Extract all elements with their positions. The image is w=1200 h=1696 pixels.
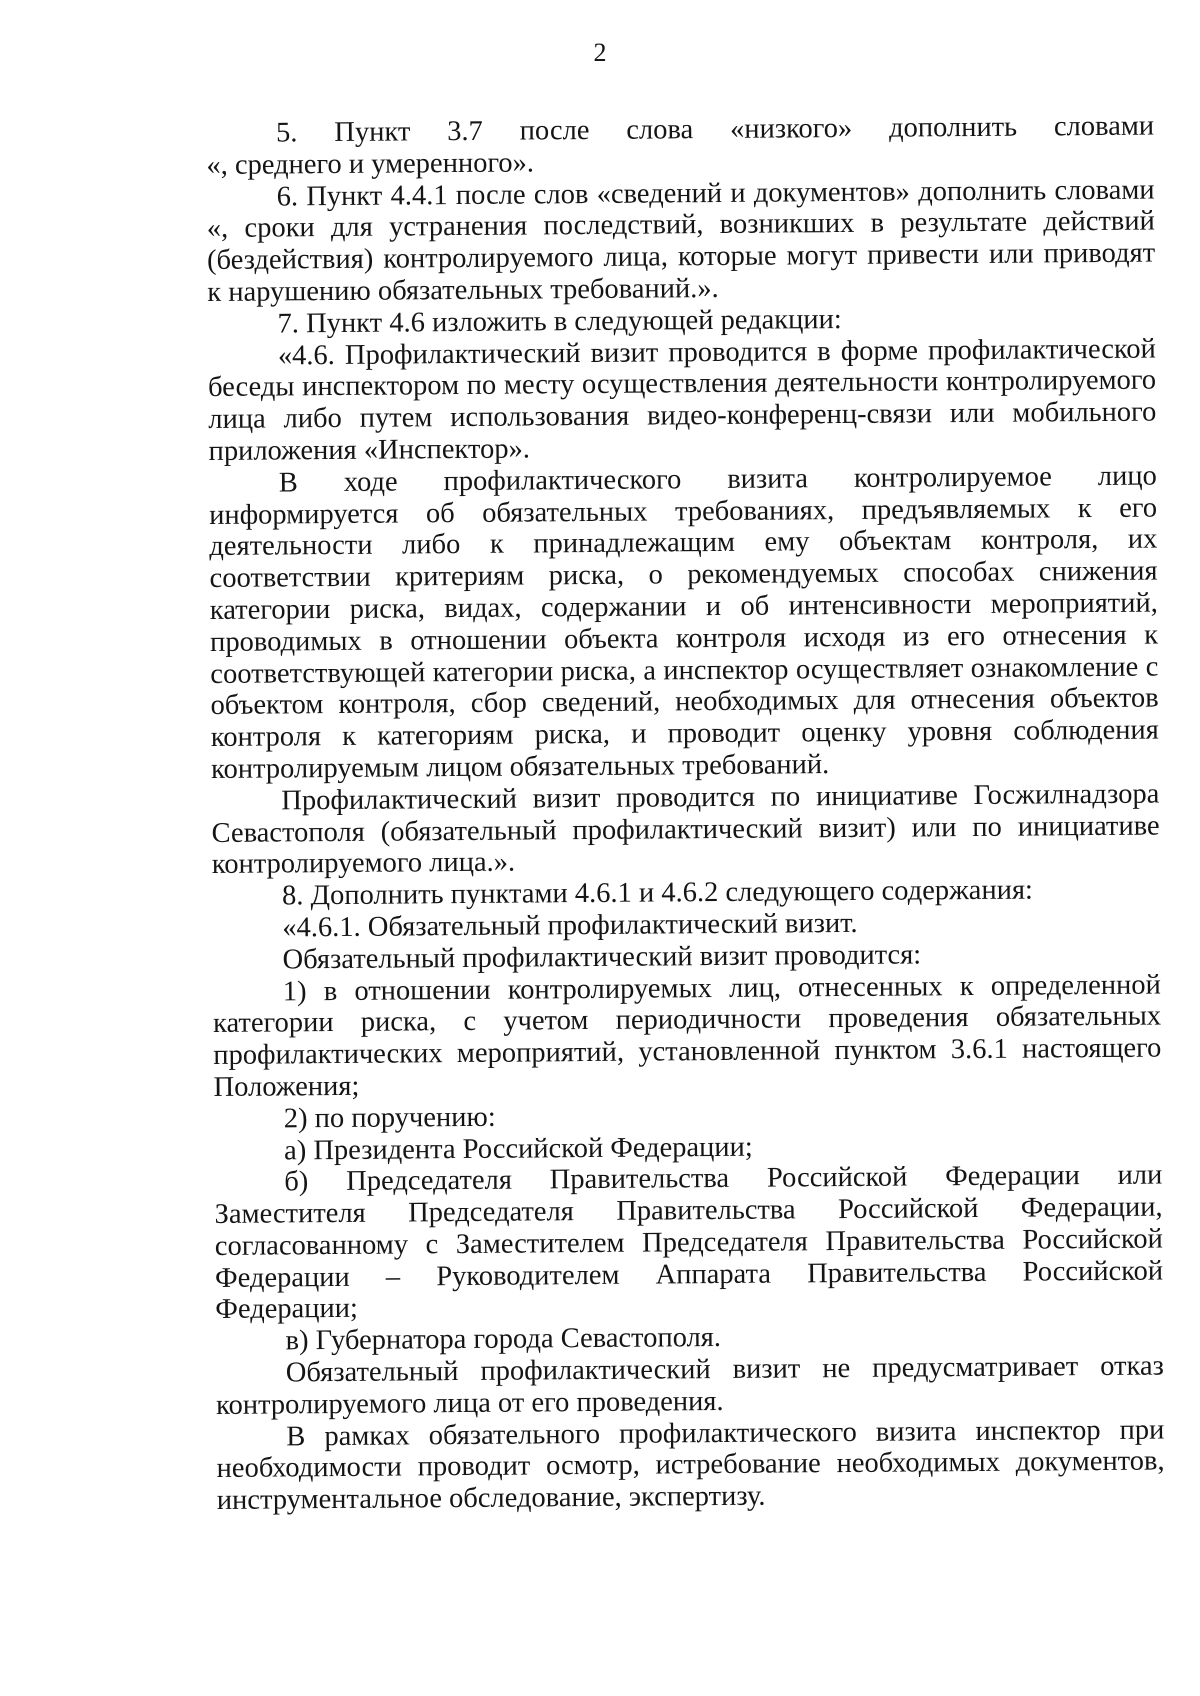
paragraph-inspector-actions: В рамках обязательного профилактического визита инспектор при необходимости проводит осмотр, истребование необходимых документов, инструментальное обследование, экспертизу. [216, 1414, 1165, 1517]
paragraph-item-4-6: «4.6. Профилактический визит проводится в форме профилактической беседы инспектором по месту осуществления деятельности контролируемого лица либо путем использования видео-конференц-связи или мобильного приложения «Инспектор». [207, 333, 1157, 467]
paragraph-mandatory-visit-intro: Обязательный профилактический визит проводится: [282, 939, 922, 976]
paragraph-no-refusal: Обязательный профилактический визит не предусматривает отказ контролируемого лица от его проведения. [215, 1350, 1164, 1421]
paragraph-item-8: 8. Дополнить пунктами 4.6.1 и 4.6.2 следующего содержания: [281, 874, 1034, 912]
paragraph-item-7: 7. Пункт 4.6 изложить в следующей редакции: [277, 303, 842, 340]
paragraph-subitem-b: б) Председателя Правительства Российской Федерации или Заместителя Председателя Правительства Российской Федерации, согласованному с Заместителем Председателя Правительства Российской Федерации – Руководителем Аппарата Правительства Российской Федерации; [214, 1159, 1164, 1326]
paragraph-subitem-1: 1) в отношении контролируемых лиц, отнесенных к определенной категории риска, с учетом периодичности проведения обязательных профилактических мероприятий, установленной пунктом 3.6.1 настоящего Положения; [212, 969, 1162, 1103]
page-number: 2 [593, 38, 607, 67]
paragraph-item-5-line-2: «, среднего и умеренного». [206, 147, 535, 181]
paragraph-subitem-v: в) Губернатора города Севастополя. [285, 1322, 722, 1357]
paragraph-subitem-a: а) Президента Российской Федерации; [283, 1131, 753, 1166]
document-body [206, 111, 1165, 1517]
paragraph-item-5-line-1: 5. Пункт 3.7 после слова «низкого» дополнить словами [275, 110, 1155, 149]
paragraph-item-4-6-1: «4.6.1. Обязательный профилактический визит. [282, 907, 858, 944]
paragraph-subitem-2: 2) по поручению: [283, 1101, 496, 1135]
paragraph-item-6: 6. Пункт 4.4.1 после слов «сведений и документов» дополнить словами «, сроки для устранения последствий, возникших в результате действий (бездействия) контролируемого лица, которые могут привести или приводят к нарушению обязательных требований.». [206, 174, 1156, 308]
paragraph-visit-info: В ходе профилактического визита контролируемое лицо информируется об обязательных требованиях, предъявляемых к его деятельности либо к принадлежащим ему объектам контроля, их соответствии критериям риска, о рекомендуемых способах снижения категории риска, видах, содержании и об интенсивности мероприятий, проводимых в отношении объекта контроля исходя из его отнесения к соответствующей категории риска, а инспектор осуществляет ознакомление с объектом контроля, сбор сведений, необходимых для отнесения объектов контроля к категориям риска, и проводит оценку уровня соблюдения контролируемым лицом обязательных требований. [208, 460, 1159, 785]
paragraph-visit-initiative: Профилактический визит проводится по инициативе Госжилнадзора Севастополя (обязательный профилактический визит) или по инициативе контролируемого лица.». [211, 778, 1160, 881]
